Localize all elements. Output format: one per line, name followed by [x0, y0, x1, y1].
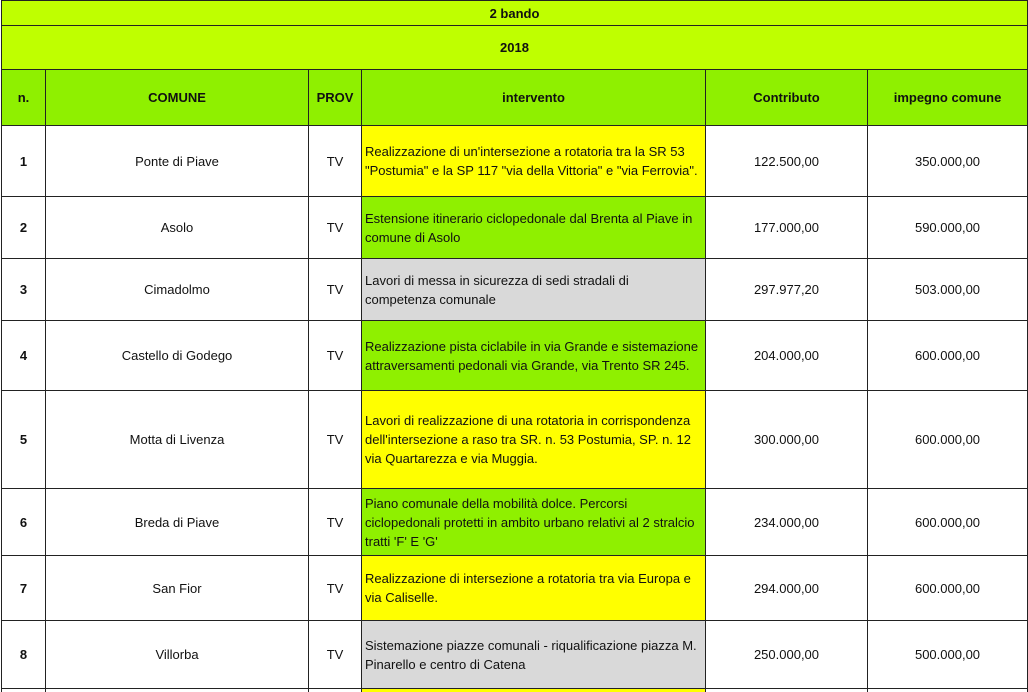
table-row [2, 556, 1028, 621]
cell-contributo[interactable]: 300.000,00 [706, 391, 868, 489]
cell-prov[interactable]: TV [309, 197, 362, 259]
cell-comune[interactable]: Castello di Godego [46, 321, 309, 391]
cell-contributo[interactable]: 294.000,00 [706, 556, 868, 621]
cell-impegno[interactable]: 503.000,00 [868, 259, 1028, 321]
header-n[interactable]: n. [2, 70, 46, 126]
cell-intervento[interactable]: Realizzazione di intersezione a rotatoria tra via Europa e via Caliselle. [362, 556, 706, 621]
cell-empty[interactable] [2, 689, 46, 692]
cell-n[interactable]: 5 [2, 391, 46, 489]
table-row [2, 259, 1028, 321]
cell-intervento[interactable]: Realizzazione di un'intersezione a rotatoria tra la SR 53 "Postumia" e la SP 117 "via della Vittoria" e "via Ferrovia". [362, 126, 706, 197]
cell-intervento[interactable]: Lavori di realizzazione di una rotatoria in corrispondenza dell'intersezione a raso tra SR. n. 53 Postumia, SP. n. 12 via Quartarezza e via Muggia. [362, 391, 706, 489]
banner-bando[interactable]: 2 bando [2, 1, 1028, 26]
cell-empty[interactable] [309, 689, 362, 692]
cell-contributo[interactable]: 297.977,20 [706, 259, 868, 321]
cell-prov[interactable]: TV [309, 321, 362, 391]
cell-impegno[interactable]: 600.000,00 [868, 391, 1028, 489]
cell-comune[interactable]: Asolo [46, 197, 309, 259]
cell-contributo[interactable]: 177.000,00 [706, 197, 868, 259]
cell-intervento[interactable]: Realizzazione pista ciclabile in via Grande e sistemazione attraversamenti pedonali via Grande, via Trento SR 245. [362, 321, 706, 391]
table-row [2, 489, 1028, 556]
cell-empty[interactable] [868, 689, 1028, 692]
cell-impegno[interactable]: 600.000,00 [868, 556, 1028, 621]
cell-contributo[interactable]: 234.000,00 [706, 489, 868, 556]
cell-prov[interactable]: TV [309, 621, 362, 689]
cell-impegno[interactable]: 600.000,00 [868, 321, 1028, 391]
cell-n[interactable]: 6 [2, 489, 46, 556]
header-comune[interactable]: COMUNE [46, 70, 309, 126]
cell-impegno[interactable]: 590.000,00 [868, 197, 1028, 259]
header-contributo[interactable]: Contributo [706, 70, 868, 126]
cell-comune[interactable]: San Fior [46, 556, 309, 621]
cell-intervento[interactable]: Sistemazione piazze comunali - riqualificazione piazza M. Pinarello e centro di Catena [362, 621, 706, 689]
cell-intervento[interactable]: Piano comunale della mobilità dolce. Percorsi ciclopedonali protetti in ambito urbano relativi al 2 stralcio tratti 'F' E 'G' [362, 489, 706, 556]
cell-prov[interactable]: TV [309, 259, 362, 321]
cell-impegno[interactable]: 500.000,00 [868, 621, 1028, 689]
cell-n[interactable]: 2 [2, 197, 46, 259]
cell-empty[interactable] [706, 689, 868, 692]
header-impegno[interactable]: impegno comune [868, 70, 1028, 126]
banner-year[interactable]: 2018 [2, 26, 1028, 70]
cell-n[interactable]: 8 [2, 621, 46, 689]
header-prov[interactable]: PROV [309, 70, 362, 126]
cell-prov[interactable]: TV [309, 489, 362, 556]
header-intervento[interactable]: intervento [362, 70, 706, 126]
cell-n[interactable]: 1 [2, 126, 46, 197]
cell-empty[interactable] [362, 689, 706, 692]
cell-contributo[interactable]: 122.500,00 [706, 126, 868, 197]
table-row [2, 321, 1028, 391]
table-row [2, 391, 1028, 489]
table-row [2, 126, 1028, 197]
cell-prov[interactable]: TV [309, 126, 362, 197]
cell-comune[interactable]: Cimadolmo [46, 259, 309, 321]
cell-n[interactable]: 7 [2, 556, 46, 621]
cell-comune[interactable]: Ponte di Piave [46, 126, 309, 197]
cell-comune[interactable]: Villorba [46, 621, 309, 689]
cell-impegno[interactable]: 600.000,00 [868, 489, 1028, 556]
cell-prov[interactable]: TV [309, 556, 362, 621]
cell-comune[interactable]: Motta di Livenza [46, 391, 309, 489]
cell-impegno[interactable]: 350.000,00 [868, 126, 1028, 197]
cell-contributo[interactable]: 250.000,00 [706, 621, 868, 689]
cell-contributo[interactable]: 204.000,00 [706, 321, 868, 391]
cell-prov[interactable]: TV [309, 391, 362, 489]
cell-n[interactable]: 3 [2, 259, 46, 321]
header-row [2, 70, 1028, 126]
table-row-partial [2, 689, 1028, 692]
funding-table [1, 0, 1028, 692]
table-row [2, 621, 1028, 689]
cell-n[interactable]: 4 [2, 321, 46, 391]
cell-comune[interactable]: Breda di Piave [46, 489, 309, 556]
cell-empty[interactable] [46, 689, 309, 692]
table-row [2, 197, 1028, 259]
cell-intervento[interactable]: Estensione itinerario ciclopedonale dal Brenta al Piave in comune di Asolo [362, 197, 706, 259]
cell-intervento[interactable]: Lavori di messa in sicurezza di sedi stradali di competenza comunale [362, 259, 706, 321]
